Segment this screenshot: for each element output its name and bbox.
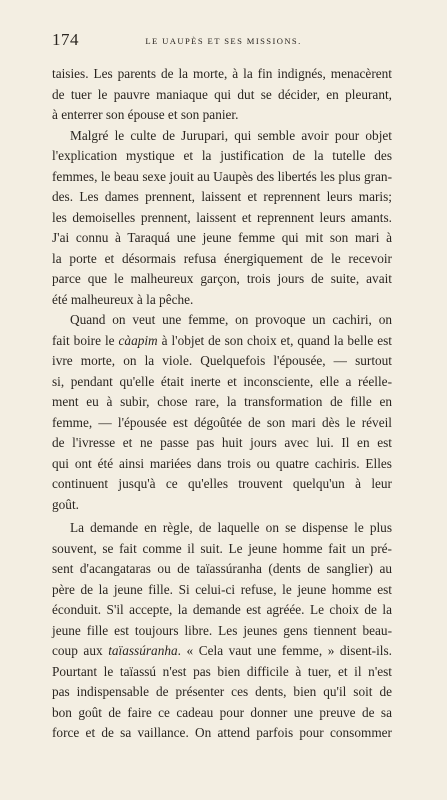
text-line: sent d'acangataras ou de taïassúranha (dents de sanglier) au	[52, 561, 392, 576]
text-line: coup aux taïassúranha. « Cela vaut une femme, » disent-ils.	[52, 643, 392, 658]
text-line: femmes, le beau sexe jouit au Uaupès des libertés les plus gran-	[52, 168, 392, 184]
text-line: éconduit. S'il accepte, la demande est agréée. Le choix de la	[52, 602, 392, 617]
text-line: à enterrer son épouse et son panier.	[52, 107, 239, 122]
text-line: la porte et désormais refusa énergiquement de le recevoir	[52, 250, 392, 266]
text-line: ment eu à subir, chose rare, la transformation de fille en	[52, 394, 392, 409]
text-line: ivre morte, on la viole. Quelquefois l'épousée, — surtout	[52, 353, 392, 368]
text-line: pas indispensable de présenter ces dents, bien qu'il soit de	[52, 684, 392, 699]
text-line: J'ai connu à Taraquá une jeune femme qui mit son mari à	[52, 230, 392, 245]
text-line: continuent jusqu'à ce qu'elles trouvent quelqu'un à leur	[52, 476, 392, 491]
body-text	[52, 64, 392, 744]
running-title: LE UAUPÈS ET SES MISSIONS.	[145, 36, 302, 46]
text-line: si, pendant qu'elle était inerte et inconsciente, elle a réelle-	[52, 373, 392, 389]
text-line: de tuer le pauvre maniaque qui dut se décider, en pleurant,	[52, 86, 392, 102]
text-line: jeune fille est toujours libre. Les jeunes gens tiennent beau-	[52, 622, 392, 638]
text-line: Malgré le culte de Jurupari, qui semble avoir pour objet	[70, 127, 392, 143]
text-line: femme, — l'épousée est dégoûtée de son mari dès le réveil	[52, 414, 392, 430]
italic-term: taïassúranha	[108, 643, 178, 658]
text-line: les demoiselles prennent, laissent et reprennent leurs amants.	[52, 209, 392, 225]
text-line: La demande en règle, de laquelle on se dispense le plus	[70, 520, 392, 535]
text-line: l'explication mystique et la justification de la tutelle des	[52, 148, 392, 163]
italic-term: càapim	[118, 332, 158, 348]
page-number: 174	[52, 30, 79, 49]
text-line: Pourtant le taïassú n'est pas bien difficile à tuer, et il n'est	[52, 663, 392, 679]
text-line: des. Les dames prennent, laissent et reprennent leurs maris;	[52, 189, 392, 204]
text-line: bon goût de faire ce cadeau pour donner une preuve de sa	[52, 704, 392, 720]
text-line: parce que le malheureux garçon, trois jours de suite, avait	[52, 271, 392, 286]
text-line: force et de sa vaillance. On attend parfois pour consommer	[52, 725, 392, 740]
text-line: qui ont été ainsi mariées dans trois ou quatre cachiris. Elles	[52, 455, 392, 471]
text-line: goût.	[52, 496, 79, 512]
text-line: souvent, se fait comme il suit. Le jeune homme fait un pré-	[52, 540, 392, 556]
text-line: fait boire le càapim à l'objet de son choix et, quand la belle est	[52, 332, 393, 348]
text-line: de l'ivresse et ne passe pas huit jours avec lui. Il en est	[52, 435, 392, 450]
text-line: Quand on veut une femme, on provoque un cachiri, on	[70, 312, 392, 327]
text-line: été malheureux à la pêche.	[52, 291, 194, 307]
text-line: père de la jeune fille. Si celui-ci refuse, le jeune homme est	[52, 581, 392, 597]
page-header	[52, 30, 395, 50]
text-line: taisies. Les parents de la morte, à la fin indignés, menacèrent	[52, 66, 392, 81]
